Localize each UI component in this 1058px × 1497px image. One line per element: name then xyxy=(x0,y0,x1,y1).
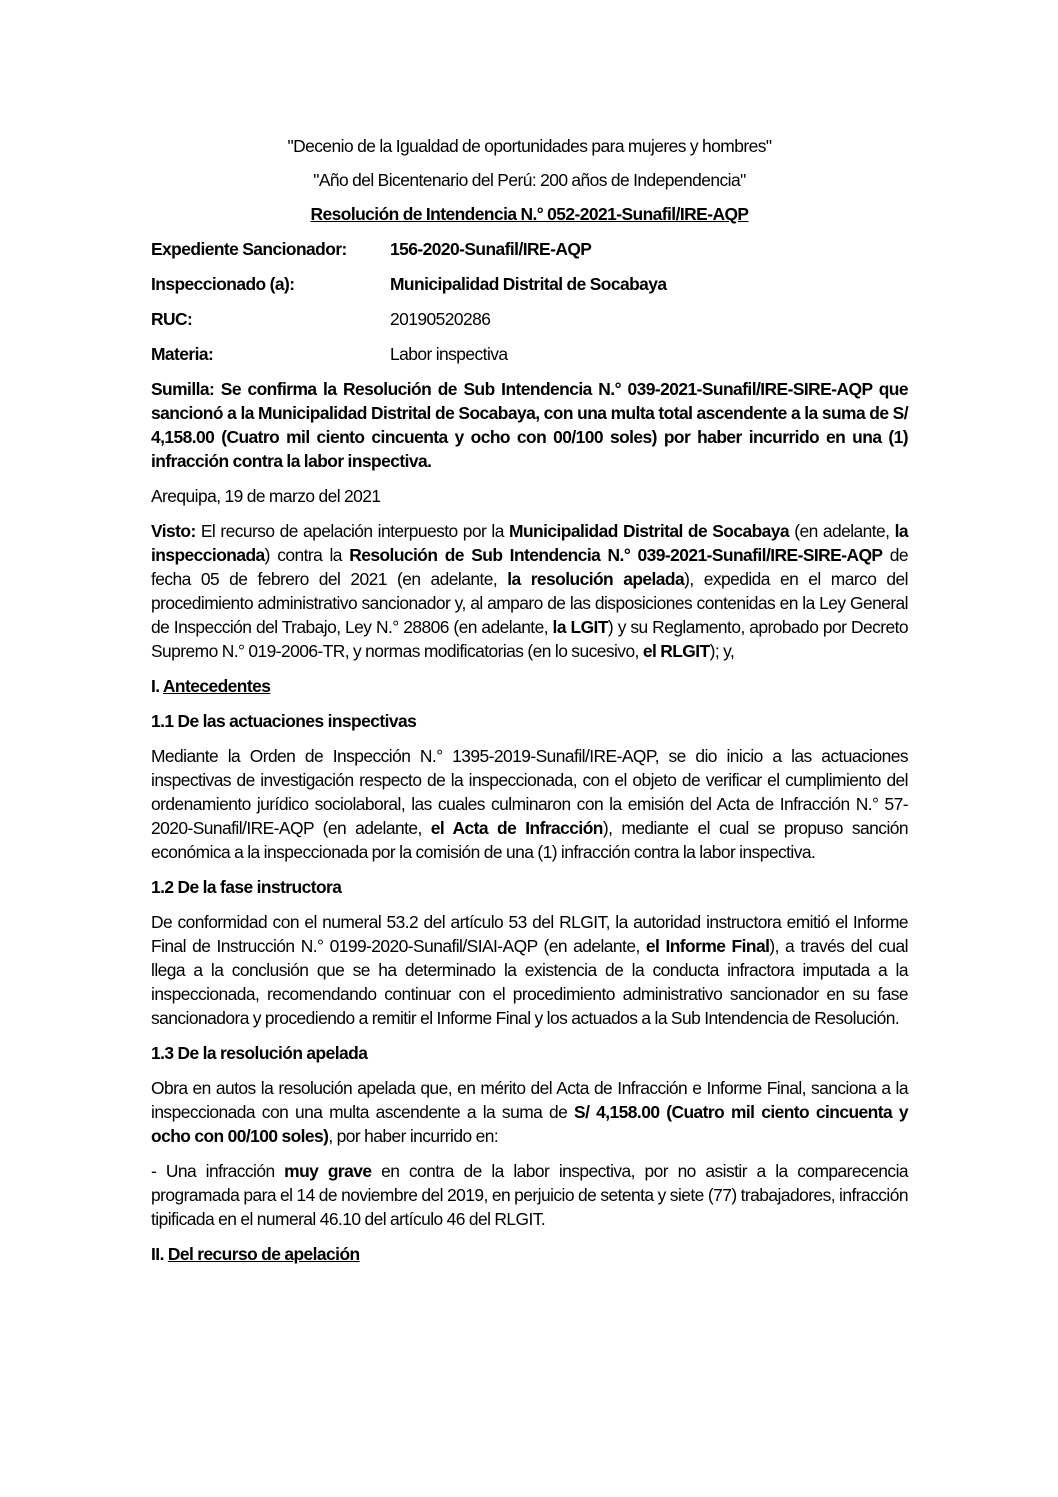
paragraph-1-3 xyxy=(151,1076,908,1148)
text-run-bold: Resolución de Sub Intendencia N.° 039-2021-Sunafil/IRE-SIRE-AQP xyxy=(349,545,883,565)
text-run: ) y su Reglamento, aprobado por Decreto Supremo N.° 019-2006-TR, y normas modificatorias (en lo sucesivo, xyxy=(151,617,908,661)
meta-value: 156-2020-Sunafil/IRE-AQP xyxy=(390,239,592,259)
visto-paragraph xyxy=(151,519,908,663)
paragraph-1-1 xyxy=(151,744,908,864)
text-run: ); y, xyxy=(709,641,735,661)
infraction-bullet xyxy=(151,1159,908,1231)
motto-line-1: "Decenio de la Igualdad de oportunidades para mujeres y hombres" xyxy=(287,136,772,156)
section-number: II. xyxy=(151,1244,168,1264)
text-run: ), mediante el cual se propuso sanción económica a la inspeccionada por la comisión de una (1) infracción contra la labor inspectiva. xyxy=(151,818,909,862)
text-run: , por haber incurrido en: xyxy=(328,1126,499,1146)
text-run: - Una infracción xyxy=(151,1161,285,1181)
text-run: en contra de la labor inspectiva, por no asistir a la comparecencia programada para el 14 de noviembre del 2019, en perjuicio de setenta y siete (77) trabajadores, infracción tipificada en el numeral 46.10 del artículo 46 del RLGIT. xyxy=(151,1161,909,1229)
text-run: ), a través del cual llega a la conclusión que se ha determinado la existencia de la conducta infractora imputada a la inspeccionada, recomendando continuar con el procedimiento administrativo sancionador en su fase sancionadora y procediendo a remitir el Informe Final y los actuados a la Sub Intendencia de Resolución. xyxy=(151,936,908,1028)
meta-value: Municipalidad Distrital de Socabaya xyxy=(390,274,667,294)
subsection-heading-1-3: 1.3 De la resolución apelada xyxy=(151,1043,368,1063)
text-run: El recurso de apelación interpuesto por la xyxy=(195,521,510,541)
meta-value: Labor inspectiva xyxy=(390,344,508,364)
text-run-bold: la resolución apelada xyxy=(507,569,685,589)
text-run: de fecha 05 de febrero del 2021 (en adelante, xyxy=(151,545,909,589)
text-run: Mediante la Orden de Inspección N.° 1395-2019-Sunafil/IRE-AQP, se dio inicio a las actuaciones inspectivas de investigación respecto de la inspeccionada, con el objeto de verificar el cumplimiento del ordenamiento jurídico sociolaboral, las cuales culminaron con la emisión del Acta de Infracción N.° 57-2020-Sunafil/IRE-AQP (en adelante, xyxy=(151,746,908,838)
section-title: Del recurso de apelación xyxy=(167,1244,360,1264)
section-number: I. xyxy=(151,676,163,696)
meta-label: RUC: xyxy=(151,309,193,329)
section-title: Antecedentes xyxy=(162,676,271,696)
metadata-table xyxy=(151,237,908,366)
subsection-heading-1-1: 1.1 De las actuaciones inspectivas xyxy=(151,711,417,731)
meta-row-expediente xyxy=(151,237,908,261)
meta-label: Expediente Sancionador: xyxy=(151,239,347,259)
resolution-title: Resolución de Intendencia N.° 052-2021-Sunafil/IRE-AQP xyxy=(310,204,749,224)
date-line: Arequipa, 19 de marzo del 2021 xyxy=(151,486,381,506)
meta-row-ruc xyxy=(151,307,908,331)
section-heading-antecedentes xyxy=(151,674,908,698)
subsection-heading-1-2: 1.2 De la fase instructora xyxy=(151,877,342,897)
text-run: (en adelante, xyxy=(789,521,895,541)
visto-label: Visto: xyxy=(151,521,196,541)
text-run-bold: la inspeccionada xyxy=(151,521,908,565)
text-run: ) contra la xyxy=(264,545,350,565)
text-run: ), expedida en el marco del procedimiento administrativo sancionador y, al amparo de las disposiciones contenidas en la Ley General de Inspección del Trabajo, Ley N.° 28806 (en adelante, xyxy=(151,569,908,637)
text-run: Obra en autos la resolución apelada que, en mérito del Acta de Infracción e Informe Final, sanciona a la inspeccionada con una multa ascendente a la suma de xyxy=(151,1078,908,1122)
sumilla-paragraph: Sumilla: Se confirma la Resolución de Sub Intendencia N.° 039-2021-Sunafil/IRE-SIRE-AQP que sancionó a la Municipalidad Distrital de Socabaya, con una multa total ascendente a la suma de S/ 4,158.00 (Cuatro mil ciento cincuenta y ocho con 00/100 soles) por haber incurrido en una (1) infracción contra la labor inspectiva. xyxy=(151,379,908,471)
text-run-bold: el Informe Final xyxy=(645,936,770,956)
motto-line-2: "Año del Bicentenario del Perú: 200 años de Independencia" xyxy=(313,170,746,190)
meta-label: Materia: xyxy=(151,344,214,364)
meta-row-materia xyxy=(151,342,908,366)
text-run-bold: Municipalidad Distrital de Socabaya xyxy=(509,521,790,541)
text-run-bold: la LGIT xyxy=(552,617,608,637)
meta-label: Inspeccionado (a): xyxy=(151,274,295,294)
text-run: De conformidad con el numeral 53.2 del artículo 53 del RLGIT, la autoridad instructora emitió el Informe Final de Instrucción N.° 0199-2020-Sunafil/SIAI-AQP (en adelante, xyxy=(151,912,908,956)
text-run-bold: el Acta de Infracción xyxy=(430,818,603,838)
text-run-bold: el RLGIT xyxy=(642,641,710,661)
text-run-bold: S/ 4,158.00 (Cuatro mil ciento cincuenta y ocho con 00/100 soles) xyxy=(151,1102,908,1146)
paragraph-1-2 xyxy=(151,910,908,1030)
text-run-bold: muy grave xyxy=(284,1161,372,1181)
document-page xyxy=(151,134,908,1277)
section-heading-recurso xyxy=(151,1242,908,1266)
meta-value: 20190520286 xyxy=(390,309,491,329)
meta-row-inspeccionado xyxy=(151,272,908,296)
